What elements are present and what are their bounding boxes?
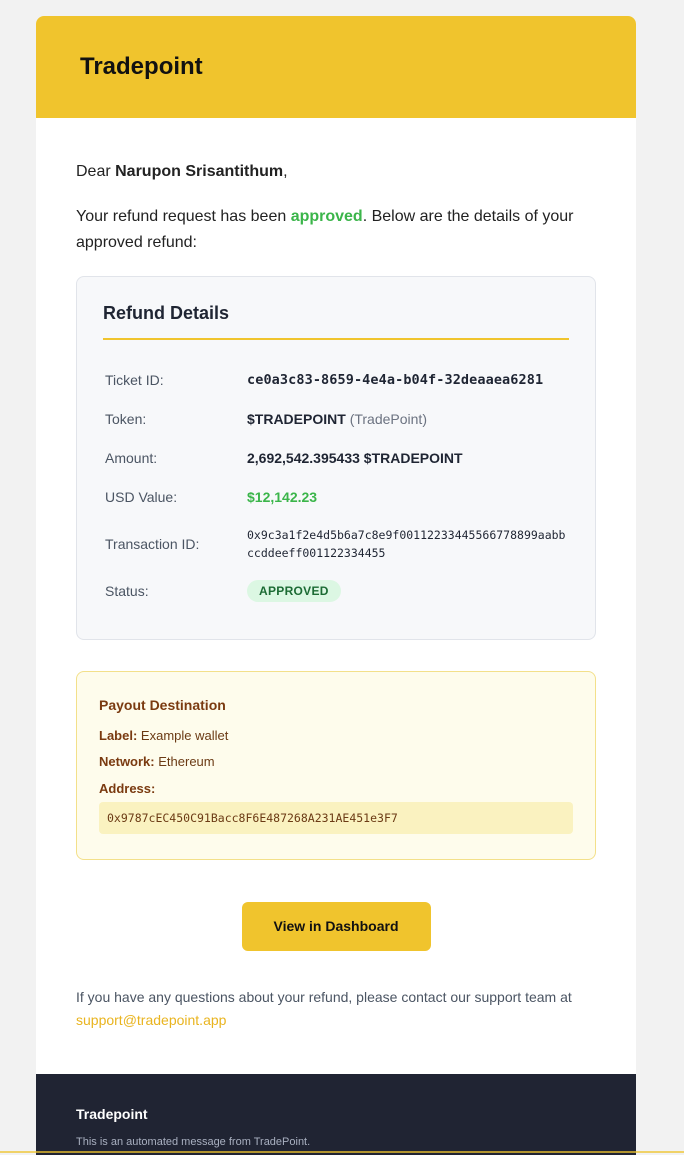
- ticket-id-label: Ticket ID:: [105, 371, 164, 388]
- ticket-id-value: ce0a3c83-8659-4e4a-b04f-32deaaea6281: [247, 371, 544, 388]
- token-label: Token:: [105, 410, 147, 427]
- intro-text: Your refund request has been approved. Below are the details of your approved refund:: [76, 208, 574, 251]
- detail-row-status: [103, 572, 569, 610]
- amount-label: Amount:: [105, 449, 158, 466]
- view-dashboard-button[interactable]: View in Dashboard: [242, 902, 431, 951]
- footer-brand: Tradepoint: [76, 1106, 148, 1122]
- help-text: If you have any questions about your refund, please contact our support team at support@tradepoint.app: [76, 989, 572, 1028]
- amount-value: 2,692,542.395433 $TRADEPOINT: [247, 449, 463, 466]
- token-name: (TradePoint): [349, 410, 427, 427]
- email-card: [36, 16, 636, 1155]
- transaction-id-label: Transaction ID:: [105, 536, 200, 552]
- transaction-id-value: 0x9c3a1f2e4d5b6a7c8e9f00112233445566778899aabbccddeeff001122334455: [247, 528, 566, 560]
- payout-destination-panel: [76, 671, 596, 860]
- support-email-link[interactable]: support@tradepoint.app: [76, 1012, 227, 1028]
- detail-row-token: [103, 399, 569, 438]
- usd-value: $12,142.23: [247, 488, 318, 505]
- payout-network-value: Ethereum: [158, 754, 215, 769]
- footer-note: This is an automated message from TradePoint.: [76, 1136, 311, 1148]
- greeting: Dear Narupon Srisantithum,: [76, 163, 288, 180]
- detail-row-amount: [103, 438, 569, 477]
- detail-row-ticket: [103, 360, 569, 399]
- token-value: [247, 411, 569, 427]
- token-symbol: $TRADEPOINT: [247, 410, 346, 427]
- refund-details-title: Refund Details: [103, 303, 569, 340]
- usd-value-label: USD Value:: [105, 488, 178, 505]
- email-header: [36, 16, 636, 118]
- approved-word: approved: [290, 208, 363, 225]
- detail-row-transaction: [103, 516, 569, 572]
- payout-address-value: 0x9787cEC450C91Bacc8F6E487268A231AE451e3F7: [99, 802, 573, 834]
- bottom-accent-line: [0, 1151, 684, 1153]
- payout-title: Payout Destination: [99, 697, 226, 713]
- payout-address-label: Address:: [99, 781, 156, 796]
- payout-network-line: Network: Ethereum: [99, 754, 215, 769]
- email-footer: [36, 1074, 636, 1155]
- payout-label-line: Label: Example wallet: [99, 728, 229, 743]
- status-badge: APPROVED: [247, 580, 341, 602]
- refund-details-panel: [76, 276, 596, 640]
- recipient-name: Narupon Srisantithum: [115, 163, 284, 180]
- payout-label-value: Example wallet: [140, 728, 229, 743]
- status-label: Status:: [105, 583, 149, 599]
- detail-row-usd: [103, 477, 569, 516]
- refund-details-rows: [103, 360, 569, 610]
- brand-logo-text: Tradepoint: [80, 53, 203, 80]
- email-content: [36, 118, 636, 1032]
